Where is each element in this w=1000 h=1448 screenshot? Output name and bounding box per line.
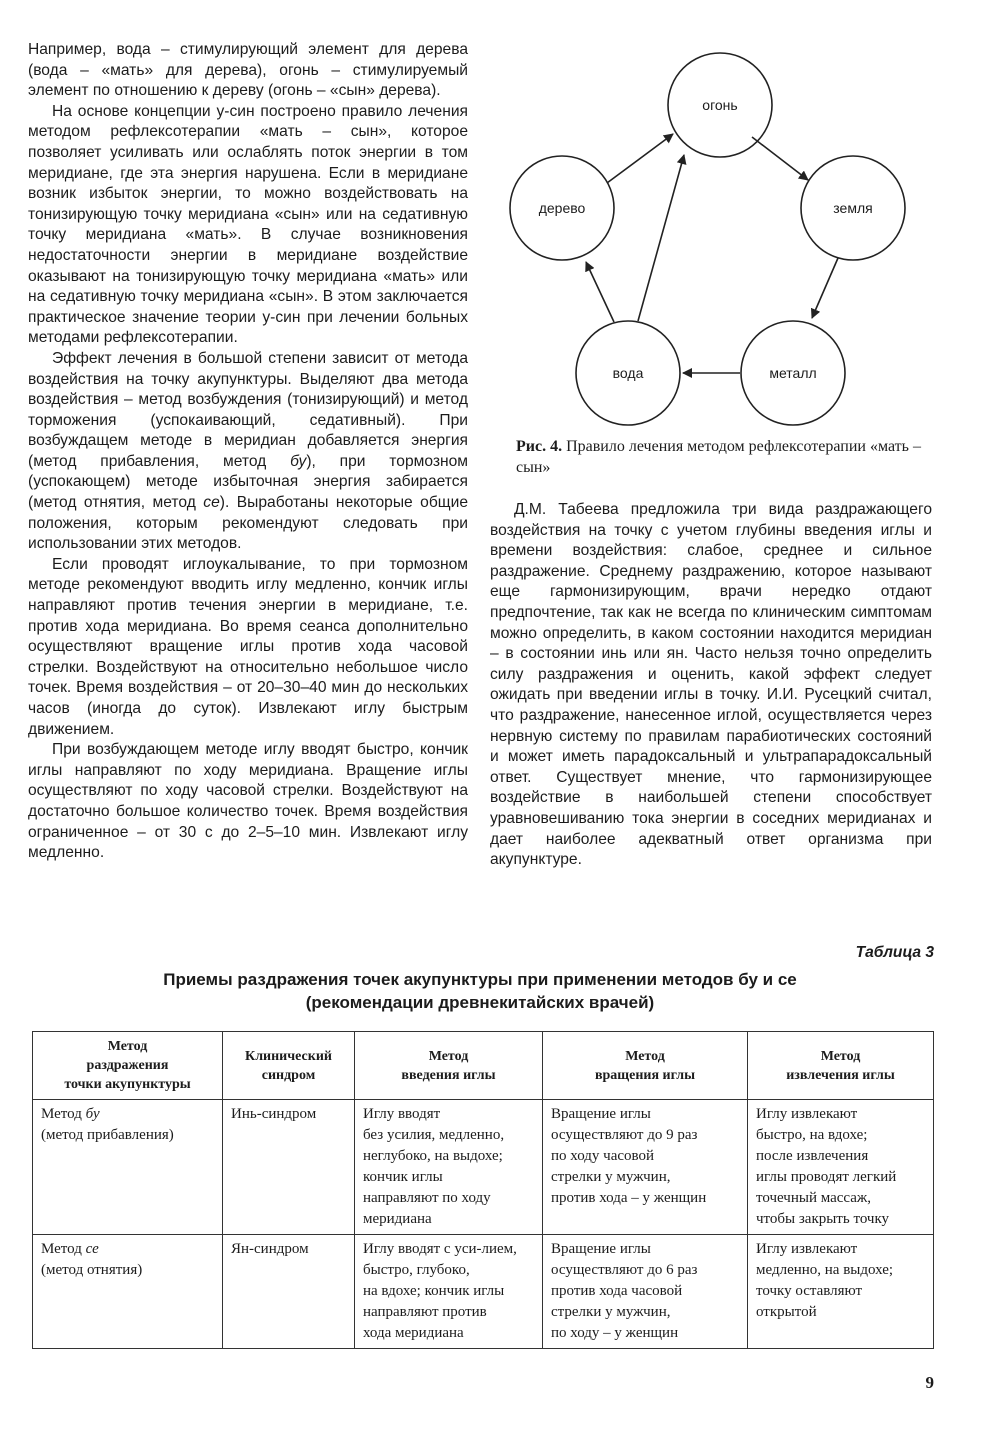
stimulation-methods-table [32, 1031, 934, 1349]
method-name: бу [85, 1106, 100, 1122]
arrow-earth-to-metal [812, 258, 838, 318]
header-method [33, 1032, 223, 1100]
cell-line: по ходу часовой [551, 1148, 655, 1164]
cell-line: стрелки у мужчин, [551, 1169, 671, 1185]
method-title [41, 1104, 214, 1125]
paragraph-text: ). Выработаны некоторые общие положения, которым рекомендуют следовать при использовании этих методов. [28, 494, 468, 553]
header-extraction [748, 1032, 934, 1100]
cell-line: точечный массаж, [756, 1190, 872, 1206]
cell-rotation [543, 1100, 748, 1235]
cell-line: быстро, на вдохе; [756, 1127, 868, 1143]
header-rotation [543, 1032, 748, 1100]
cell-line: направляют против [363, 1304, 487, 1320]
cell-insertion [355, 1235, 543, 1349]
cell-method [33, 1235, 223, 1349]
cell-line: Иглу вводят [363, 1106, 441, 1122]
arrow-fire-to-earth [752, 137, 808, 180]
cell-line: против хода – у женщин [551, 1190, 707, 1206]
table-row [33, 1100, 934, 1235]
header-line: вращения иглы [594, 1067, 696, 1083]
paragraph: Например, вода – стимулирующий элемент для дерева (вода – «мать» для дерева), огонь – стимулируемый элемент по отношению к дереву (огонь – «сын» дерева). [28, 41, 468, 100]
method-prefix: Метод [41, 1106, 86, 1122]
cell-line: Вращение иглы [551, 1106, 651, 1122]
header-insertion [355, 1032, 543, 1100]
table-row [33, 1235, 934, 1349]
paragraph: На основе концепции у-син построено правило лечения методом рефлексотерапии «мать – сын», которое позволяет усиливать или ослаблять поток энергии в том меридиане, где эта энергия нарушена. Если в меридиане возник избыток энергии, то можно воздействовать на тонизирующую точку меридиана «сын» или на седативную точку меридиана «мать». В случае возникновения недостаточности энергии в меридиане воздействие оказывают на тонизирующую точку меридиана «мать» или на седативную точку меридиана «сын». В этом заключается практическое значение теории у-син при лечении больных методами рефлексотерапии. [28, 102, 468, 347]
node-label-metal: металл [769, 365, 817, 381]
term-bu: бу [290, 452, 307, 470]
header-line: Метод [625, 1048, 665, 1064]
cell-line: направляют по ходу [363, 1190, 491, 1206]
table-title-line: Приемы раздражения точек акупунктуры при применении методов бу и се [163, 970, 797, 989]
cell-line: против хода часовой [551, 1283, 683, 1299]
paragraph: Если проводят иглоукалывание, то при тормозном методе рекомендуют вводить иглу медленно, кончик иглы направляют против течения энергии в меридиане, т.е. против хода меридиана. Во время сеанса дополнительно осуществляют вращение иглы против хода часовой стрелки. Воздействуют на относительно небольшое число точек. Время воздействия – от 20–30–40 мин до нескольких часов (иногда до суток). Извлекают иглу быстрым движением. [28, 555, 468, 738]
method-prefix: Метод [41, 1241, 86, 1257]
cell-line: осуществляют до 6 раз [551, 1262, 698, 1278]
header-line: Метод [820, 1048, 861, 1064]
cell-extraction [748, 1100, 934, 1235]
cell-line: на вдохе; кончик иглы [363, 1283, 505, 1299]
header-line: извлечения иглы [786, 1067, 895, 1083]
cell-line: хода меридиана [363, 1325, 464, 1341]
paragraph: При возбуждающем методе иглу вводят быстро, кончик иглы направляют по ходу меридиана. Вращение иглы осуществляют по ходу часовой стрелки. Воздействуют на достаточно большое количество точек. Время воздействия ограниченное – от 30 с до 2–5–10 мин. Извлекают иглу медленно. [28, 741, 468, 862]
node-label-fire: огонь [702, 97, 738, 113]
method-note: (метод прибавления) [41, 1127, 174, 1143]
paragraph [28, 349, 468, 555]
header-line: Клинический [245, 1048, 332, 1064]
left-column [28, 40, 468, 864]
cell-line: чтобы закрыть точку [756, 1211, 890, 1227]
node-label-water: вода [612, 365, 644, 381]
method-note: (метод отнятия) [41, 1262, 143, 1278]
cell-line: Иглу вводят с уси-лием, быстро, глубоко, [363, 1241, 517, 1278]
header-line: точки акупунктуры [64, 1077, 191, 1092]
cell-line: открытой [756, 1304, 817, 1320]
caption-text: Правило лечения методом рефлексотерапии «мать – сын» [516, 438, 921, 476]
paragraph-text: ), при тормозном (успокающем) методе избыточная энергия забирается (метод отнятия, метод [28, 452, 468, 512]
page-number: 9 [925, 1373, 934, 1392]
method-title [41, 1239, 214, 1260]
header-line: Метод [107, 1039, 148, 1054]
header-line: Метод [428, 1048, 469, 1064]
header-line: синдром [261, 1067, 316, 1083]
mother-son-diagram [490, 40, 932, 440]
cell-line: после извлечения [756, 1148, 869, 1164]
cell-method [33, 1100, 223, 1235]
cell-line: иглы проводят легкий [756, 1169, 897, 1185]
header-line: раздражения [86, 1058, 169, 1073]
arrow-water-to-wood [586, 262, 614, 322]
header-syndrome [223, 1032, 355, 1100]
node-label-earth: земля [833, 200, 873, 216]
cell-syndrome: Инь-синдром [223, 1100, 355, 1235]
figure-caption [516, 436, 936, 478]
cell-line: по ходу – у женщин [551, 1325, 679, 1341]
method-name: се [85, 1241, 99, 1257]
cell-line: точку оставляют [756, 1283, 863, 1299]
cell-insertion [355, 1100, 543, 1235]
header-line: введения иглы [401, 1067, 496, 1083]
cell-extraction [748, 1235, 934, 1349]
cell-line: стрелки у мужчин, [551, 1304, 671, 1320]
arrow-wood-to-fire [607, 134, 673, 183]
cell-line: медленно, на выдохе; [756, 1262, 894, 1278]
table-label: Таблица 3 [855, 944, 934, 961]
table-title-line: (рекомендации древнекитайских врачей) [305, 993, 655, 1012]
table-title [28, 968, 932, 1014]
right-column [490, 500, 932, 871]
node-label-wood: дерево [538, 200, 586, 216]
cell-line: кончик иглы [363, 1169, 443, 1185]
paragraph-text: Эффект лечения в большой степени зависит от метода воздействия на точку акупунктуры. Выделяют два метода воздействия – метод возбуждения (тонизирующий) и метод торможения (успокаивающий, седативный). При возбуждащем методе в меридиан добавляется энергия (метод прибавления, метод [28, 349, 468, 470]
paragraph: Д.М. Табеева предложила три вида раздражающего воздействия на точку с учетом глубины введения иглы и времени воздействия: слабое, среднее и сильное раздражение. Среднему раздражению, которое называют еще гармонизирующим, врачи нередко отдают предпочтение, так как не всегда по клиническим симптомам можно определить, в каком состоянии находится меридиан – в состоянии инь или ян. Часто нельзя точно определить силу раздражения и оценить, какой эффект следует ожидать при введении иглы в точку. И.И. Русецкий считал, что раздражение, нанесенное иглой, осуществляется через нервную систему по правилам парабиотических состояний и может иметь парадоксальный и ультрапарадоксальный ответ. Существует мнение, что гармонизирующее воздействие в наибольшей степени способствует уравновешиванию тока энергии в соседних меридианах и дает наиболее адекватный ответ организма при акупунктуре. [490, 501, 932, 869]
table-header-row [33, 1032, 934, 1100]
cell-line: меридиана [363, 1211, 432, 1227]
caption-label: Рис. 4. [516, 438, 563, 455]
cell-line: осуществляют до 9 раз [551, 1127, 698, 1143]
cell-syndrome: Ян-синдром [223, 1235, 355, 1349]
cell-line: без усилия, медленно, [363, 1127, 505, 1143]
diagram-svg [490, 40, 932, 440]
cell-rotation [543, 1235, 748, 1349]
term-se: се [203, 494, 220, 512]
cell-line: Иглу извлекают [756, 1106, 858, 1122]
cell-line: Иглу извлекают [756, 1241, 858, 1257]
cell-line: неглубоко, на выдохе; [363, 1148, 503, 1164]
arrow-water-to-fire [638, 155, 684, 321]
cell-line: Вращение иглы [551, 1241, 651, 1257]
